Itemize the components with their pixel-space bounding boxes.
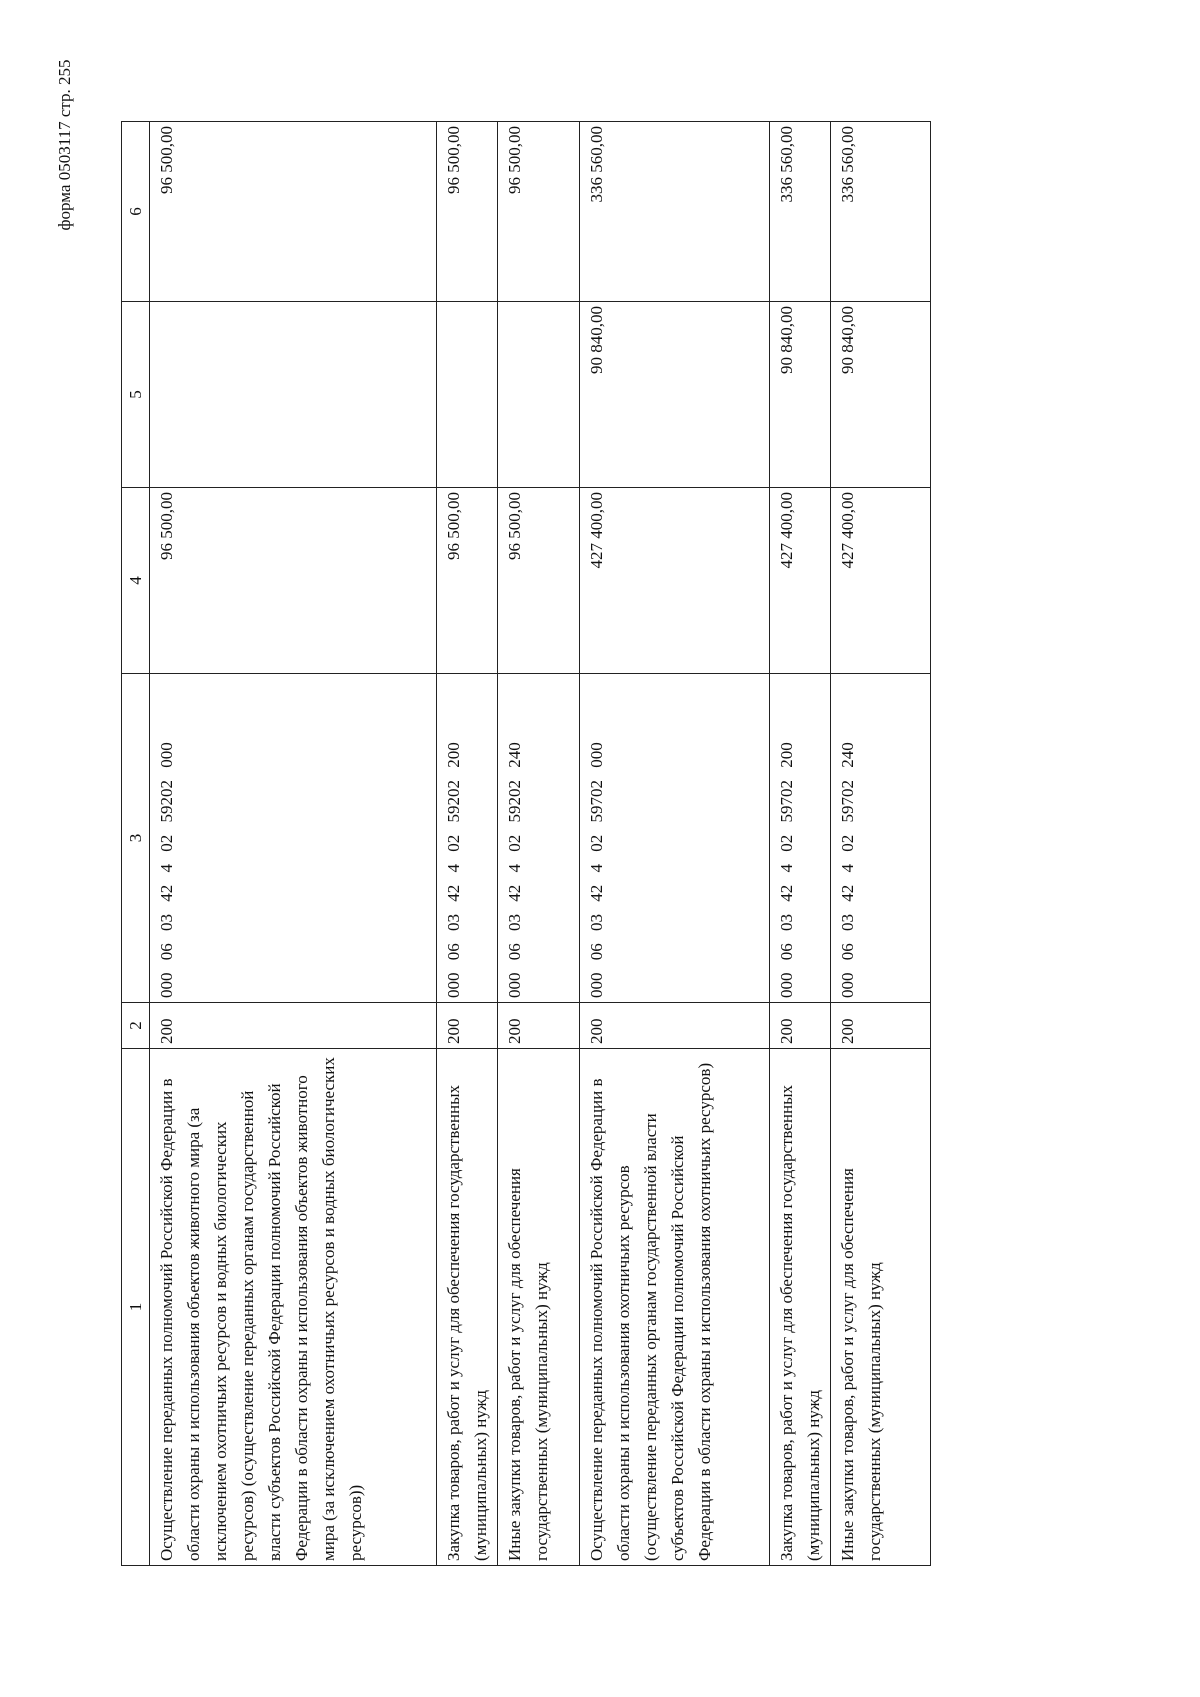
header-cell-4: 4: [122, 488, 150, 674]
row-unexecuted: 96 500,00: [498, 122, 580, 302]
row-budget-code: 000 06 03 42 4 02 59702 240: [831, 674, 931, 1003]
row-line-code: 200: [831, 1003, 931, 1049]
header-cell-6: 6: [122, 122, 150, 302]
header-cell-1: 1: [122, 1049, 150, 1566]
budget-table: [121, 121, 931, 1566]
row-unexecuted: 96 500,00: [150, 122, 437, 302]
row-name: Закупка товаров, работ и услуг для обеспечения государственных (муниципальных) нужд: [770, 1049, 831, 1566]
row-executed: [150, 302, 437, 488]
header-cell-5: 5: [122, 302, 150, 488]
row-name: Иные закупки товаров, работ и услуг для обеспечения государственных (муниципальных) нужд: [831, 1049, 931, 1566]
table-row: [498, 122, 580, 1566]
row-line-code: 200: [150, 1003, 437, 1049]
row-name: Осуществление переданных полномочий Российской Федерации в области охраны и использования охотничьих ресурсов (осуществление переданных органам государственной власти субъектов Российской Федерации полномочий Российской Федерации в области охраны и использования охотничьих ресурсов): [580, 1049, 770, 1566]
header-cell-2: 2: [122, 1003, 150, 1049]
rotated-page: [121, 122, 912, 1566]
form-label: [50, 30, 80, 260]
row-budget-code: 000 06 03 42 4 02 59702 200: [770, 674, 831, 1003]
row-line-code: 200: [498, 1003, 580, 1049]
row-unexecuted: 336 560,00: [831, 122, 931, 302]
table-row: [580, 122, 770, 1566]
row-approved: 96 500,00: [498, 488, 580, 674]
row-line-code: 200: [580, 1003, 770, 1049]
form-label-text: форма 0503117 стр. 255: [55, 59, 74, 231]
row-approved: 427 400,00: [770, 488, 831, 674]
row-approved: 427 400,00: [831, 488, 931, 674]
row-approved: 96 500,00: [150, 488, 437, 674]
row-budget-code: 000 06 03 42 4 02 59202 240: [498, 674, 580, 1003]
row-executed: 90 840,00: [580, 302, 770, 488]
row-budget-code: 000 06 03 42 4 02 59202 200: [437, 674, 498, 1003]
table-row: [437, 122, 498, 1566]
row-executed: [437, 302, 498, 488]
header-cell-3: 3: [122, 674, 150, 1003]
row-name: Иные закупки товаров, работ и услуг для обеспечения государственных (муниципальных) нужд: [498, 1049, 580, 1566]
table-row: [831, 122, 931, 1566]
table-row: [770, 122, 831, 1566]
row-budget-code: 000 06 03 42 4 02 59202 000: [150, 674, 437, 1003]
table-row: [150, 122, 437, 1566]
row-executed: [498, 302, 580, 488]
row-executed: 90 840,00: [831, 302, 931, 488]
row-unexecuted: 336 560,00: [580, 122, 770, 302]
row-executed: 90 840,00: [770, 302, 831, 488]
row-unexecuted: 336 560,00: [770, 122, 831, 302]
row-unexecuted: 96 500,00: [437, 122, 498, 302]
row-line-code: 200: [437, 1003, 498, 1049]
row-budget-code: 000 06 03 42 4 02 59702 000: [580, 674, 770, 1003]
row-approved: 427 400,00: [580, 488, 770, 674]
row-name: Закупка товаров, работ и услуг для обеспечения государственных (муниципальных) нужд: [437, 1049, 498, 1566]
row-name: Осуществление переданных полномочий Российской Федерации в области охраны и использования объектов животного мира (за исключением охотничьих ресурсов и водных биологических ресурсов) (осуществление переданных органам государственной власти субъектов Российской Федерации полномочий Российской Федерации в области охраны и использования объектов животного мира (за исключением охотничьих ресурсов и водных биологических ресурсов)): [150, 1049, 437, 1566]
row-line-code: 200: [770, 1003, 831, 1049]
header-row: [122, 122, 150, 1566]
row-approved: 96 500,00: [437, 488, 498, 674]
